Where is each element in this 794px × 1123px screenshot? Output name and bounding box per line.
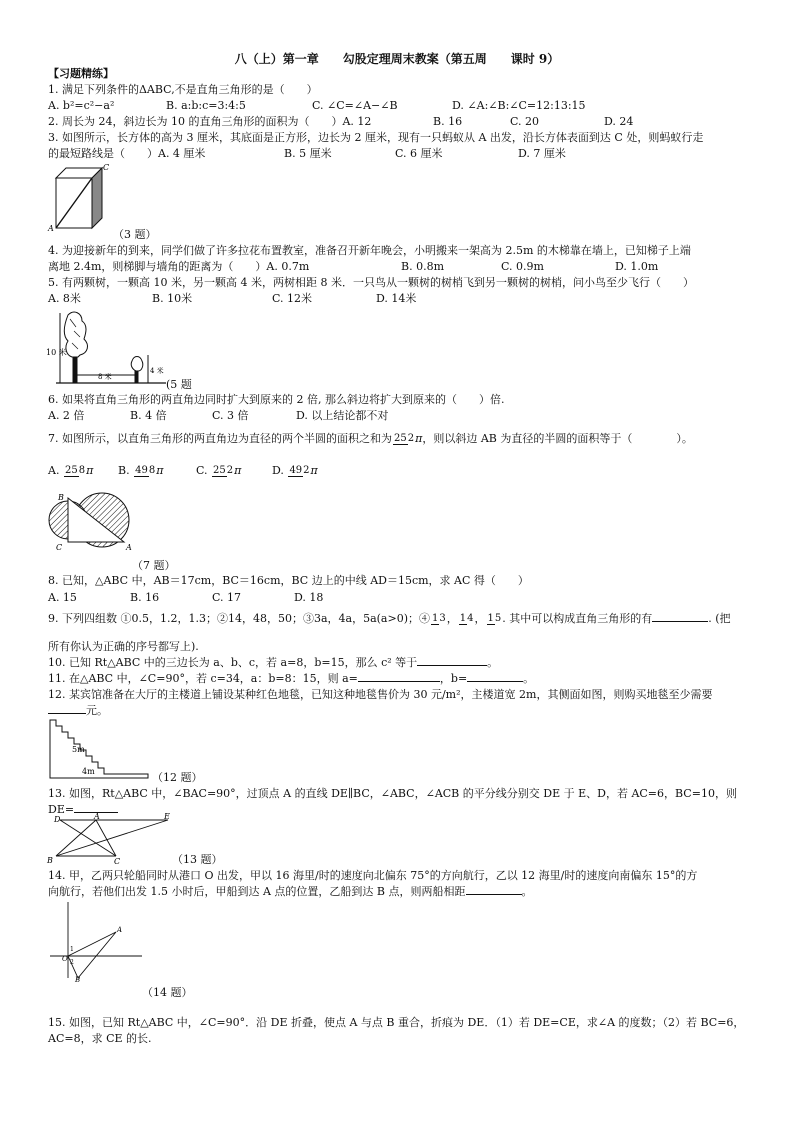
q8-stem: 8. 已知，△ABC 中，AB＝17cm，BC＝16cm，BC 边上的中线 AD＝15cm，求 AC 得（ ） — [48, 574, 529, 587]
q4-option-c: C. 0.9m — [501, 260, 544, 273]
q1-stem: 1. 满足下列条件的ΔABC,不是直角三角形的是（ ） — [48, 83, 318, 96]
q7-option-b: B. 498π — [118, 464, 164, 477]
q1-option-b: B. a:b:c=3:4:5 — [166, 99, 246, 112]
q8-option-b: B. 16 — [130, 591, 160, 604]
q7-option-a: A. 258π — [48, 464, 94, 477]
q14-label-b: B — [75, 976, 81, 984]
q7-stem: 7. 如图所示，以直角三角形的两直角边为直径的两个半圆的面积之和为 252π，则以斜边 AB 为直径的半圆的面积等于（ ）。 — [48, 428, 693, 450]
q2-option-c: C. 20 — [510, 115, 540, 128]
q7-option-d: D. 492π — [272, 464, 318, 477]
q8-option-a: A. 15 — [48, 591, 77, 604]
q1-option-c: C. ∠C=∠A−∠B — [312, 99, 398, 112]
q11-answer-a-blank[interactable] — [358, 681, 440, 682]
q15-line2: AC=8，求 CE 的长. — [48, 1032, 152, 1045]
q9-stem: 9. 下列四组数 ①0.5，1.2，1.3；②14，48，50；③3a，4a，5a(a>0)；④ 13， 14， 15. 其中可以构成直角三角形的有 . (把 — [48, 612, 731, 625]
q9-answer-blank[interactable] — [652, 621, 708, 622]
q13-label-a: A — [94, 812, 100, 821]
q6-stem: 6. 如果将直角三角形的两直角边同时扩大到原来的 2 倍, 那么斜边将扩大到原来的（ ）倍. — [48, 393, 505, 406]
q12-answer-blank[interactable] — [48, 713, 86, 714]
q14-label-o: O — [62, 955, 68, 963]
q7-label-c: C — [56, 543, 63, 552]
q3-cuboid-diagram — [48, 162, 108, 232]
q14-caption: （14 题） — [142, 986, 193, 999]
q5-caption: (5 题 — [166, 378, 192, 391]
q12-label-5m: 5m — [72, 745, 85, 754]
q13-caption: （13 题） — [172, 853, 223, 866]
q9-frac-1: 13 — [432, 613, 446, 624]
q2-stem: 2. 周长为 24，斜边长为 10 的直角三角形的面积为（ ）A. 12 — [48, 115, 372, 128]
q12-stairs-diagram — [46, 716, 156, 782]
q3-option-d: D. 7 厘米 — [518, 147, 566, 160]
q13-line2: DE= — [48, 803, 118, 817]
q5-stem: 5. 有两颗树，一颗高 10 米，另一颗高 4 米，两树相距 8 米．一只鸟从一颗树的树梢飞到另一颗树的树梢，问小鸟至少飞行（ ） — [48, 276, 694, 289]
q3-label-c: C — [103, 163, 110, 172]
q14-line1: 14. 甲，乙两只轮船同时从港口 O 出发，甲以 16 海里/时的速度向北偏东 75°的方向航行，乙以 12 海里/时的速度向南偏东 15°的方 — [48, 869, 698, 882]
q4-option-b: B. 0.8m — [401, 260, 445, 273]
q3-option-b: B. 5 厘米 — [284, 147, 332, 160]
q12-line1: 12. 某宾馆准备在大厅的主楼道上铺设某种红色地毯，已知这种地毯售价为 30 元/m²，主楼道宽 2m，其侧面如图，则购买地毯至少需要 — [48, 688, 713, 701]
q8-option-c: C. 17 — [212, 591, 242, 604]
q14-line2: 向航行，若他们出发 1.5 小时后，甲船到达 A 点的位置，乙船到达 B 点，则两船相距 。 — [48, 885, 533, 898]
q5-option-c: C. 12米 — [272, 292, 313, 305]
q2-option-d: D. 24 — [604, 115, 634, 128]
q1-option-a: A. b²=c²−a² — [48, 99, 115, 112]
q12-label-4m: 4m — [82, 767, 95, 776]
q5-option-a: A. 8米 — [48, 292, 81, 305]
q5-option-b: B. 10米 — [152, 292, 193, 305]
page-title: 八（上）第一章 勾股定理周末教案（第五周 课时 9） — [234, 52, 560, 66]
q2-line — [48, 115, 748, 129]
q6-option-b: B. 4 倍 — [130, 409, 167, 422]
q13-label-d: D — [54, 815, 61, 824]
q5-option-d: D. 14米 — [376, 292, 417, 305]
q6-option-d: D. 以上结论都不对 — [296, 409, 389, 422]
q3-label-a: A — [48, 224, 54, 233]
q9-line2: 所有你认为正确的序号都写上). — [48, 640, 199, 653]
q8-option-d: D. 18 — [294, 591, 324, 604]
q7-semicircles-diagram — [46, 490, 136, 556]
q7-options — [48, 458, 548, 484]
q14-label-a: A — [117, 926, 123, 934]
q13-line1: 13. 如图，Rt△ABC 中，∠BAC=90°，过顶点 A 的直线 DE∥BC，∠ABC，∠ACB 的平分线分别交 DE 于 E、D，若 AC=6，BC=10，则 — [48, 787, 737, 800]
q3-stem-end: 的最短路线是（ ）A. 4 厘米 — [48, 147, 206, 160]
q7-fraction: 252 — [394, 433, 415, 444]
q3-line2 — [48, 147, 748, 161]
q7-stem-post: ，则以斜边 AB 为直径的半圆的面积等于（ ）。 — [422, 432, 693, 445]
section-heading: 【习题精练】 — [48, 67, 114, 80]
q9-frac-3: 15 — [487, 613, 502, 624]
q11-answer-b-blank[interactable] — [467, 681, 523, 682]
q13-label-e: E — [164, 812, 170, 821]
q13-triangle-diagram — [46, 814, 174, 864]
q1-option-d: D. ∠A:∠B:∠C=12:13:15 — [452, 99, 586, 112]
q13-label-c: C — [114, 857, 121, 866]
q5-label-8: 8 米 — [98, 373, 112, 381]
q5-label-10: 10 米 — [46, 348, 67, 357]
q14-label-2: 2 — [70, 959, 74, 966]
q6-option-a: A. 2 倍 — [48, 409, 85, 422]
q7-caption: （7 题） — [132, 559, 176, 572]
q9-frac-2: 14 — [459, 613, 474, 624]
q10-stem: 10. 已知 Rt△ABC 中的三边长为 a、b、c，若 a=8，b=15，那么 c² 等于 。 — [48, 656, 499, 669]
q2-option-b: B. 16 — [433, 115, 463, 128]
q3-option-c: C. 6 厘米 — [395, 147, 443, 160]
q4-stem-end: 离地 2.4m，则梯脚与墙角的距离为（ ）A. 0.7m — [48, 260, 310, 273]
q3-line1: 3. 如图所示，长方体的高为 3 厘米，其底面是正方形，边长为 2 厘米，现有一只蚂蚁从 A 出发，沿长方体表面到达 C 处，则蚂蚁行走 — [48, 131, 704, 144]
q7-stem-pre: 7. 如图所示，以直角三角形的两直角边为直径的两个半圆的面积之和为 — [48, 432, 392, 445]
q13-label-b: B — [47, 856, 53, 865]
q7-option-c: C. 252π — [196, 464, 242, 477]
q4-option-d: D. 1.0m — [615, 260, 659, 273]
q4-line2 — [48, 260, 748, 274]
q14-answer-blank[interactable] — [466, 894, 522, 895]
q7-label-b: B — [58, 493, 64, 502]
q14-compass-diagram — [46, 898, 146, 982]
q12-caption: （12 题） — [152, 771, 203, 784]
q4-line1: 4. 为迎接新年的到来，同学们做了许多拉花布置教室，准备召开新年晚会，小明搬来一架高为 2.5m 的木梯靠在墙上，已知梯子上端 — [48, 244, 691, 257]
q5-trees-diagram — [46, 307, 171, 389]
q6-option-c: C. 3 倍 — [212, 409, 249, 422]
q7-label-a: A — [126, 543, 132, 552]
q15-line1: 15. 如图，已知 Rt△ABC 中，∠C=90°．沿 DE 折叠，使点 A 与点 B 重合，折痕为 DE．（1）若 DE=CE，求∠A 的度数；（2）若 BC=6， — [48, 1016, 745, 1029]
q11-stem: 11. 在△ABC 中，∠C=90°，若 c=34，a：b=8：15，则 a= ，b= 。 — [48, 672, 535, 685]
q10-answer-blank[interactable] — [417, 665, 487, 666]
q3-caption: （3 题） — [113, 228, 157, 241]
q5-label-4: 4 米 — [150, 367, 164, 375]
q12-line2: 元。 — [48, 704, 108, 718]
q14-label-1: 1 — [70, 946, 74, 953]
